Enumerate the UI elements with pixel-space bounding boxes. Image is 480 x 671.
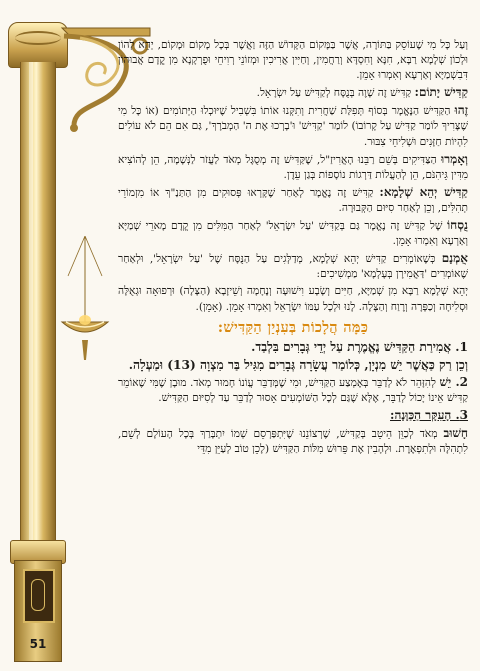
paragraph-text: כְּשֶׁאוֹמְרִים קַדִּישׁ יְהֵא שְׁלָמָא, מְדַלְּגִים עַל הַנֻּסָּח שֶׁל 'עַל יִשְׂרָאֵל', וּלְאַחַר שֶׁאוֹמְרִים 'דַּאֲמִירָן בְּעָלְמָא' מַמְשִׁיכִים:	[118, 253, 468, 281]
prayer-text	[118, 284, 468, 314]
paragraph-text: הַצַּדִּיקִים בְּשֵׁם רַבֵּנוּ הָאֲרִיזַ"ל, שֶׁקַּדִּישׁ זֶה מְסֻגָּל מְאֹד לַעֲזֹר לַנְּשָׁמָה, הֵן לְהוֹצִיא מִדִּין גֵּיהִנֹּם, הֵן לְהַעֲלוֹת דַּרְגוֹת נוֹסָפוֹת בְּגַן עֵדֶן.	[118, 153, 468, 181]
paragraph	[118, 85, 468, 101]
rule-3-title: 3. הָעִקָּר הַכַּוָּנָה:	[390, 407, 468, 422]
rule-1: 1. אֲמִירַת הַקַּדִּישׁ נֶאֱמֶרֶת עַל יְדֵי גְּבָרִים בִּלְבַד.	[251, 339, 468, 354]
paragraph	[118, 185, 468, 216]
rule-1-continued: וְכֵן רַק כַּאֲשֶׁר יֵשׁ מִנְיָן, כְּלוֹמַר עֲשָׂרָה גְּבָרִים מִגִּיל בַּר מִצְוָה (13) וּמַעְלָה.	[128, 357, 468, 372]
paragraph-text: שֶׁל קַדִּישׁ זֶה נֶאֱמָר גַּם בְּקַדִּישׁ 'עַל יִשְׂרָאֵל' לְאַחַר הַמִּלִּים מִן קֳדָם מָארֵי שְׁמַיָּא וְאַרְעָא וְאִמְרוּ אָמֵן.	[118, 220, 468, 248]
hanging-lamp-icon	[58, 236, 112, 376]
paragraph-text: הַקַּדִּישׁ הַנֶּאֱמָר בְּסוֹף תְּפִלַּת שַׁחֲרִית וְתִקְּנוּ אוֹתוֹ בִּשְׁבִיל שֶׁיּוּכְלוּ הַיְּתוֹמִים (אוֹ כָּל מִי שֶׁצָּרִיךְ לוֹמַר קַדִּישׁ עַל קָרוֹבוֹ) לוֹמַר 'קַדִּישׁ' וּ'בָרְכוּ אֶת ה' הַמְבֹרָךְ', גַּם אִם הֵם לֹא עוֹלִים לִהְיוֹת חַזָּנִים וּשְׁלִיחֵי צִבּוּר.	[118, 105, 468, 148]
paragraph-text: מְאֹד לְכַוֵּן הֵיטֵב בְּקַדִּישׁ, שֶׁרְצוֹנֵנוּ שֶׁיִּתְפַּרְסֵם שְׁמוֹ יִתְבָּרַךְ בְּכָל הָעוֹלָם לְשֵׁם, לִתְהִלָּה וּלְתִפְאֶרֶת. וּלְהָבִין אֶת פֵּרוּשׁ מִלּוֹת הַקַּדִּישׁ (לָכֵן טוֹב לְעַיֵּן מִדֵּי	[118, 427, 468, 456]
heading-term: קַדִּישׁ יָתוֹם:	[414, 85, 468, 100]
heading-term: קַדִּישׁ יְהֵא שְׁלָמָא:	[379, 184, 468, 199]
heading-term: נֻסְחוֹ	[447, 218, 468, 233]
paragraph	[118, 218, 468, 249]
rule-3	[118, 426, 468, 457]
rule-3-heading	[118, 408, 468, 424]
heading-term: חָשׁוּב	[443, 425, 468, 440]
heading-term: אֻמְנָם	[441, 251, 468, 266]
paragraph-text: לְהִזָּהֵר לֹא לְדַבֵּר בְּאֶמְצַע הַקַּדִּישׁ, וּמִי שֶׁמְּדַבֵּר עֲוֹנוֹ חָמוּר מְאֹד. מוּבָן שֶׁמִּי שֶׁאוֹמֵר קַדִּישׁ אֵינוֹ יָכוֹל לְדַבֵּר, אֶלָּא שֶׁגַּם לְכָל הַשּׁוֹמְעִים אָסוּר לְדַבֵּר עַד לְסִיּוּם הַקַּדִּישׁ.	[118, 376, 468, 404]
paragraph-text: יְהֵא שְׁלָמָא רַבָּא מִן שְׁמַיָּא, חַיִּים וְשָׂבָע וִישׁוּעָה וְנֶחָמָה וְשֵׁיזָבָא (הַצָּלָה) וּרְפוּאָה וּגְאֻלָּה וּסְלִיחָה וְכַפָּרָה וְרֶוַח וְהַצָּלָה. לָנוּ וּלְכָל עַמּוֹ יִשְׂרָאֵל וְאִמְרוּ אָמֵן. (אָמֵן).	[118, 285, 468, 313]
section-title: כַּמָּה הֲלָכוֹת בְּעִנְיַן הַקַּדִּישׁ:	[217, 318, 369, 336]
paragraph	[118, 152, 468, 183]
paragraph	[118, 251, 468, 282]
text-column	[118, 38, 468, 459]
paragraph	[118, 38, 468, 83]
pedestal-ornament-icon	[23, 569, 55, 623]
rule-number-term: 2. יֵשׁ	[439, 374, 469, 389]
paragraph-text: קַדִּישׁ זֶה נֶאֱמָר לְאַחַר שֶׁקָּרְאוּ פְּסוּקִים מִן הַתַּנַ"ךְ אוֹ מִזְמוֹרֵי תְהִלִּים, וְכֵן לְאַחַר סִיּוּם הַקְּבוּרָה.	[118, 186, 468, 214]
golden-column	[20, 62, 56, 547]
paragraph-text: קַדִּישׁ זֶה שָׁוֶה בְּנֻסָּח לְקַדִּישׁ עַל יִשְׂרָאֵל.	[256, 87, 412, 100]
page-number: 51	[29, 637, 47, 651]
paragraph-text: וְעַל כָּל מִי שֶׁעוֹסֵק בַּתּוֹרָה, אֲשֶׁר בַּמָּקוֹם הַקָּדוֹשׁ הַזֶּה וַאֲשֶׁר בְּכָל מָקוֹם וּמָקוֹם, יְהֵא לְהוֹן וּלְכוֹן שְׁלָמָא רַבָּא, חִנָּא וְחִסְדָּא וְרַחֲמִין, וְחַיִּין אֲרִיכִין וּמְזוֹנֵי רְוִיחֵי וּפֻרְקָנָא מִן קֳדָם אֲבוּהוֹן דִּבִשְׁמַיָּא וְאַרְעָא וְאִמְרוּ אָמֵן.	[118, 39, 468, 82]
heading-term: זֶהוּ	[454, 103, 468, 118]
heading-term: וְאָמְרוּ	[441, 151, 468, 166]
rule-2	[118, 375, 468, 406]
paragraph	[118, 103, 468, 149]
